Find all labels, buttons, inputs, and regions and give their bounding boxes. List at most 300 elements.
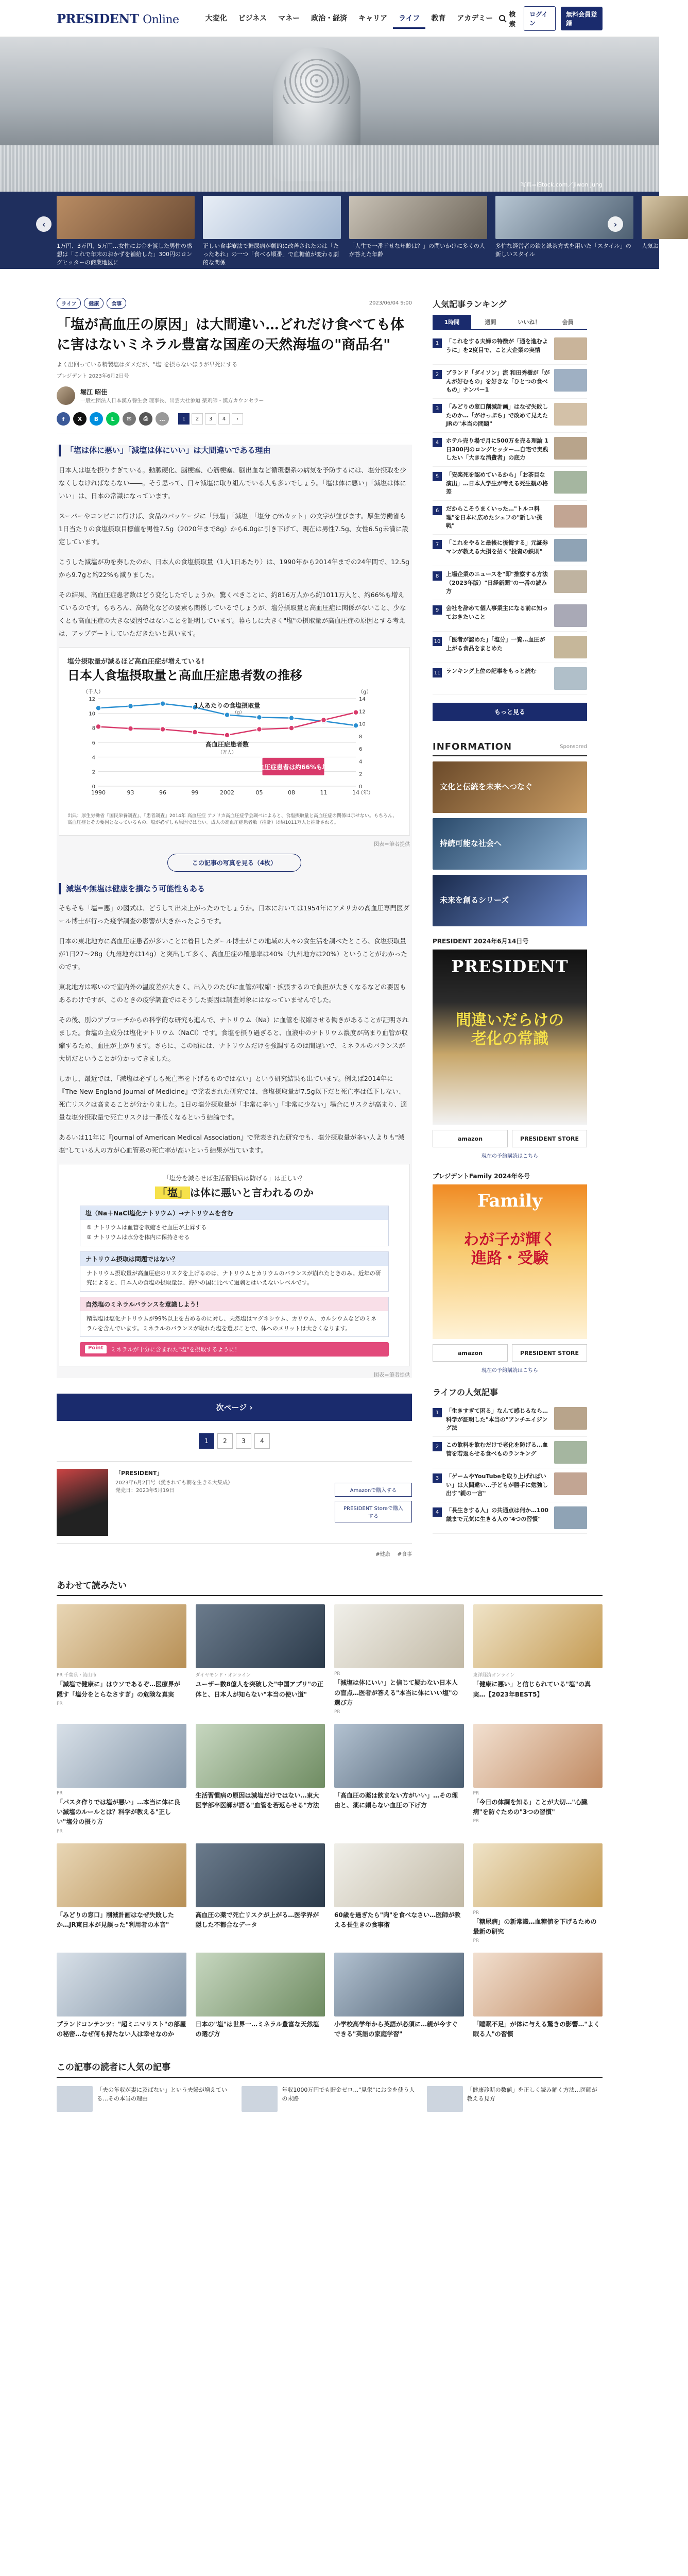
shop-button[interactable]: amazon [433,1130,508,1147]
life-ranking-item[interactable] [433,1403,587,1437]
rank-number: 1 [433,1408,442,1417]
sponsored-label: Sponsored [560,744,587,750]
author-avatar [57,386,75,405]
nav-item[interactable]: ライフ [393,9,425,29]
page-link[interactable]: 2 [192,413,203,425]
share-button[interactable]: … [156,412,169,426]
y-right-tick-label: 6 [359,746,363,752]
annotation-text: 高血圧症患者は約66%も増加 [252,763,335,771]
hypertension-point [96,724,101,729]
rank-number: 4 [433,1507,442,1517]
subscription-link[interactable]: 現在の予約購読はこちら [481,1368,538,1374]
salt-intake-point [128,703,133,708]
next-page-button[interactable]: 次ページ › [57,1394,412,1421]
slider-caption: 人気お菓子は [642,243,676,249]
related-card[interactable] [196,1604,325,1715]
related-card[interactable] [334,1843,464,1943]
ranking-item-title: 上場企業のニュースを"即"推察する方法（2023年版）"日経新聞"の一番の読み方 [446,571,548,595]
nav-item[interactable]: 政治・経済 [311,14,348,23]
reader-popular-item[interactable] [427,2086,603,2112]
logo-main: PRESIDENT [57,11,139,26]
share-button[interactable]: ✉ [123,412,136,426]
rank-number: 7 [433,540,442,549]
banner-text: 文化と伝統を未来へつなぐ [440,782,533,791]
rank-number: 2 [433,370,442,379]
related-thumbnail [57,1843,186,1907]
ranking-item-title: 「これをする夫婦の特徴が「通を進むように」を2度目で、こと大企業の実情 [446,338,548,353]
author-name[interactable]: 堀江 昭佳 [80,388,108,396]
section-heading: 「塩は体に悪い」「減塩は体にいい」は大間違いである理由 [59,445,410,456]
author-block [57,386,412,405]
rank-number: 3 [433,404,442,413]
life-ranking-thumbnail [554,1407,587,1430]
hypertension-point [225,733,230,738]
series-label-salt: 1人あたりの食塩摂取量 [194,702,261,709]
infographic-box [80,1206,389,1246]
salt-intake-point [96,705,101,710]
page-link[interactable]: 3 [205,413,216,425]
reader-popular-title: 「健康診断の数値」を正しく読み解く方法…医師が教える見方 [467,2087,597,2102]
related-source: PR [473,1910,479,1916]
tag-link[interactable]: #食事 [397,1552,412,1558]
point-text: ミネラルが十分に含まれた"塩"を摂取するように！ [110,1346,240,1353]
slider-card[interactable] [642,196,688,265]
related-card[interactable] [57,1953,186,2039]
ranking-item-title: ランキング上位の記事をもっと読む [446,668,537,674]
infographic-box [80,1251,389,1292]
paragraph: その結果、高血圧症患者数はどう変化したでしょうか。驚くべきことに、約816万人から約1011万人と、約66%も増えているのです。もちろん、高齢化などの要素も関係しているでしょうが、塩分摂取量と高血圧症に関係がないこと、少なくとも高血圧症の大きな要因ではないことを証明しています。暮らしに大きく"塩"の摂取量が高血圧症の原因とする考えは、アップデートしていただきたいと思います。 [59,590,406,637]
related-source: 東洋経済オンライン [473,1673,515,1679]
page-link[interactable]: 3 [236,1433,251,1449]
related-card[interactable] [57,1724,186,1834]
salt-intake-point [160,701,165,706]
related-card[interactable] [334,1953,464,2039]
related-source: PR [334,1671,340,1677]
infographic-box-body: 精製塩は塩化ナトリウムが99%以上を占めるのに対し、天然塩はマグネシウム、カリウム、カルシウムなどのミネラルを含んでいます。ミネラルのバランスが取れた塩を選ぶことで、体へのメリットは大きくなります。 [80,1311,388,1336]
y-right-tick-label: 12 [359,709,366,715]
author-title: 一般社団法人日本漢方養生会 理事長、出雲大社参道 薬剤師・漢方カウンセラー [80,398,264,404]
promo-title: 「PRESIDENT」 [115,1470,163,1477]
related-card[interactable] [473,1953,603,2039]
information-header [433,741,587,756]
related-card[interactable] [334,1604,464,1715]
magazine-cover[interactable] [57,1469,108,1536]
infographic-title-rest: は体に悪いと言われるのか [190,1187,314,1199]
y-left-tick-label: 8 [92,725,95,732]
infographic-box-body: ① ナトリウムは血管を収縮させ血圧が上昇する ② ナトリウムは水分を体内に保持させる [80,1220,388,1245]
pagination [57,1433,412,1449]
related-card[interactable] [334,1724,464,1834]
x-tick-label: 05 [255,789,263,796]
y-right-tick-label: 4 [359,759,363,765]
share-button[interactable]: B [90,412,103,426]
page-link[interactable]: 1 [199,1433,214,1449]
magazine-promo [57,1461,412,1544]
slider-card[interactable] [57,196,195,265]
ranking-thumbnail [554,667,587,690]
magazine-section [433,937,587,1374]
ranking-item[interactable] [433,632,587,663]
magazine-heading: PRESIDENT 2024年6月14日号 [433,938,529,945]
infographic-box-body: ナトリウム摂取量が高血圧症のリスクを上げるのは、ナトリウムとカリウムのバランスが崩れたときのみ。近年の研究によると、日本人の食塩の摂取量は、海外の国に比べて過剰とはいえないレベルです。 [80,1266,388,1291]
ranking-item[interactable] [433,467,587,501]
ranking-more-button[interactable]: もっと見る [433,703,587,721]
life-ranking-item[interactable] [433,1502,587,1534]
chevron-left-icon: ‹ [42,219,46,229]
view-photos-button[interactable]: この記事の写真を見る（4枚） [167,854,301,872]
slider-caption: 1万円、3万円、5万円…女性にお金を渡した男性の感想は「これで年末のおかずを補給した」300円のロングヒッターの商業地区に [57,243,192,266]
related-thumbnail [57,1953,186,2016]
related-source: PR [473,1790,479,1796]
x-tick-label: 1990 [91,789,106,796]
reader-popular [57,2060,603,2112]
salt-intake-point [289,715,294,720]
promo-buy-button[interactable]: PRESIDENT Storeで購入する [335,1501,412,1522]
reader-popular-thumbnail [427,2086,463,2112]
related-title: 高血圧の薬で死亡リスクが上がる…医学界が隠した不都合なデータ [195,1911,319,1928]
login-button[interactable]: ログイン [524,6,556,31]
rank-number: 4 [433,438,442,447]
ranking-item[interactable] [433,333,587,365]
x-tick-label: 08 [288,789,295,796]
ranking-item[interactable] [433,663,587,694]
y-left-tick-label: 4 [92,755,95,761]
life-ranking-thumbnail [554,1506,587,1529]
salt-intake-point [353,723,358,728]
section-heading: 減塩や無塩は健康を損なう可能性もある [59,883,410,895]
hypertension-point [289,725,294,731]
life-ranking-item[interactable] [433,1437,587,1468]
salt-hypertension-chart [59,647,410,836]
ranking-item-title: 「安楽死を認めているから」「お茶目な演出」…日本人学生が考える死生観の格差 [446,471,548,495]
article-tag[interactable]: ライフ [57,298,81,309]
logo-sub: Online [143,13,179,26]
hypertension-point [128,726,133,731]
recommend-slider [0,192,676,269]
paragraph: 東北地方は寒いので室内外の温度差が大きく、出入りのたびに血管が収縮・拡張するので負担が大きくなるなどの要因もあるわけですが、このときの疫学調査ではそうした要因は調査対象にはなっていませんでした。 [59,983,406,1004]
article-title: 「塩が高血圧の原因」は大間違い…どれだけ食べても体に害はないミネラル豊富な国産の天然海塩の"商品名" [57,317,404,353]
rank-number: 2 [433,1442,442,1451]
sponsored-label: PR [473,1819,479,1824]
ranking-tab[interactable]: 週間 [485,319,496,326]
ranking-tab[interactable]: 1時間 [433,315,471,329]
page-link[interactable]: 2 [217,1433,233,1449]
ranking-item[interactable] [433,399,587,433]
related-thumbnail [334,1843,464,1907]
hypertension-point [160,726,165,732]
sponsored-banner[interactable] [433,761,587,813]
ranking-item-title: ホテル売り場で月に500万を売る理論 1日300円のロングヒッター…自宅で実践したい「大きな消費者」の底力 [446,437,548,461]
y-left-tick-label: 12 [89,696,95,702]
promo-buy-button[interactable]: Amazonで購入する [335,1483,412,1497]
related-title: 「パスタ作りでは塩が悪い」…本当に体に良い減塩のルールとは？科学が教える"正しい"塩分の摂り方 [57,1798,181,1826]
nav-item[interactable]: 大変化 [205,14,227,23]
life-ranking-title: 「ゲームやYouTubeを取り上げればいい」は大間違い…子どもが勝手に勉強し出す"親の一言" [446,1473,548,1497]
reader-popular-thumbnail [57,2086,93,2112]
y-left-tick-label: 2 [92,769,95,775]
hypertension-point [353,710,358,715]
slider-card[interactable] [349,196,487,265]
page-link[interactable]: › [232,413,243,425]
x-tick-label: 93 [127,789,134,796]
slider-prev-button[interactable] [36,216,51,232]
slider-caption: 正しい食事療法で糖尿病が劇的に改善されたのは「たったあれ」の一つ「食べる順番」で血糖値が変わる劇的な関係 [203,243,339,266]
rank-number: 11 [433,668,442,677]
ranking-tab[interactable]: いいね！ [518,319,541,326]
search-label: 検索 [509,11,516,28]
magazine-feature: 間違いだらけの 老化の常識 [456,1011,564,1048]
y-right-tick-label: 2 [359,771,363,777]
share-button[interactable]: ⎙ [139,412,152,426]
page-link[interactable]: 4 [218,413,230,425]
magazine-cover[interactable] [433,950,587,1125]
sponsored-banner[interactable] [433,875,587,926]
related-thumbnail [196,1604,325,1668]
banner-text: 持続可能な社会へ [440,839,502,848]
salt-intake-point [257,715,262,720]
paragraph: その後、別のアプローチからの科学的な研究も進んで、ナトリウム（Na）に血管を収縮させる働きがあることが証明されました。食塩の主成分は塩化ナトリウム（NaCl）です。食塩を摂り過ぎると、血液中のナトリウム濃度が高まり血管が収縮するため、血圧が上がります。さらに、この頃には、ナトリウムだけを強調するのは間違いで、ミネラルのバランスが大切だということが分かってきました。 [59,1016,409,1063]
hero-credit: 写真=iStock.com／Jiwon Jung [520,181,603,188]
ranking-thumbnail [554,570,587,593]
related-card[interactable] [57,1604,186,1715]
rank-number: 5 [433,472,442,481]
related-title: 「睡眠不足」が体に与える驚きの影響…"よく眠る人"の習慣 [473,2020,600,2038]
related-thumbnail [57,1724,186,1788]
related-thumbnail [196,1724,325,1788]
share-button[interactable]: L [106,412,119,426]
ranking-item[interactable] [433,535,587,566]
related-title: 「高血圧の薬は飲まない方がいい」…その理由と、薬に頼らない血圧の下げ方 [334,1791,458,1809]
life-ranking-title: 「長生きする人」の共通点は何か…100歳まで元気に生きる人の"4つの習慣" [446,1507,548,1522]
hypertension-point [321,717,326,722]
slider-card[interactable] [203,196,341,265]
ranking-thumbnail [554,471,587,494]
site-logo[interactable] [57,11,179,26]
article [57,298,412,1557]
reader-popular-item[interactable] [242,2086,417,2112]
infographic-title [80,1184,389,1199]
y-right-tick-label: 10 [359,721,366,727]
life-ranking-item[interactable] [433,1468,587,1502]
infographic-title-highlight: 「塩」 [155,1187,190,1199]
related-title: 「健康に悪い」と信じられている"塩"の真実…【2023年BEST5】 [473,1681,591,1698]
magazine-title: PRESIDENT [451,957,569,976]
ranking-item[interactable] [433,365,587,399]
related-thumbnail [473,1843,603,1907]
sponsored-banner[interactable] [433,818,587,870]
x-tick-label: 11 [320,789,328,796]
infographic-box-head: 自然塩のミネラルバランスを意識しよう！ [80,1297,388,1311]
salt-infographic [59,1164,410,1366]
infographic-kicker: 「塩分を減らせば生活習慣病は防げる」は正しい？ [163,1175,305,1182]
related-title: 生活習慣病の原因は減塩だけではない…東大医学部卒医師が語る"血管を若返らせる"方法 [195,1791,319,1809]
related-title: 60歳を過ぎたら"肉"を食べなさい…医師が教える長生きの食事術 [334,1911,461,1928]
family-cover[interactable] [433,1184,587,1339]
y-right-tick-label: 14 [359,696,366,702]
family-title: Family [477,1191,542,1211]
related-thumbnail [473,1724,603,1788]
reader-popular-thumbnail [242,2086,278,2112]
paragraph: 日本の東北地方に高血圧症患者が多いことに着目したダール博士がこの地域の人々の食生活を調べたところ、食塩摂取量が1日27〜28g（九州地方は14g）と突出して多く、高血圧症の罹患率は40%（九州地方は20%）ということがわかったのです。 [59,937,407,971]
nav-item[interactable]: 教育 [431,14,446,23]
page-link[interactable]: 1 [178,413,190,425]
sponsored-label: PR [57,1828,63,1834]
information-title: INFORMATION [433,741,512,752]
article-tags [57,298,412,309]
nav-item[interactable]: マネー [278,14,300,23]
related-card[interactable] [473,1604,603,1715]
ranking-thumbnail [554,636,587,658]
family-heading: プレジデントFamily 2024年冬号 [433,1173,530,1180]
figure-caption: 図表＝筆者提供 [374,1372,410,1379]
nav-item[interactable]: アカデミー [457,14,493,23]
chart-kicker: 塩分摂取量が減るほど高血圧症が増えている! [67,657,204,666]
figure-caption: 図表＝筆者提供 [374,841,410,848]
related-card[interactable] [196,1843,325,1943]
ranking-thumbnail [554,403,587,426]
related-card[interactable] [473,1724,603,1834]
rank-number: 8 [433,571,442,581]
point-label: Point [85,1345,107,1353]
y-left-label: （千人） [83,689,104,695]
related-thumbnail [196,1843,325,1907]
ranking-item-title: ブランド「ダイソン」流 和田秀樹が「がんが好むもの」を好きな「ひとつの食べもの」ナンバー1 [446,369,550,393]
ranking-item-title: 「これをやると最後に後悔する」元証券マンが教える大損を招く"投資の鉄則" [446,539,548,555]
related-title: プランドコンテンツ："超ミニマリスト"の部屋の秘密…なぜ何も持たない人は幸せなのか [57,2020,186,2038]
related-card[interactable] [196,1724,325,1834]
rank-number: 10 [433,637,442,646]
chevron-right-icon: › [613,219,617,229]
hypertension-point [257,726,262,732]
chart-title: 日本人食塩摂取量と高血圧症患者数の推移 [67,668,302,683]
y-left-tick-label: 0 [92,784,95,790]
rank-number: 3 [433,1473,442,1483]
paragraph: そもそも「塩＝悪」の図式は、どうして出来上がったのでしょうか。日本においては1954年にアメリカの高血圧専門医ダール博士が行った疫学調査の影響が大きかったようです。 [59,904,409,925]
x-tick-label: 99 [191,789,199,796]
ranking-item-title: 会社を辞めて個人事業主になる前に知っておきたいこと [446,605,548,620]
related-title: 「みどりの窓口」削減計画はなぜ失敗したか…JR東日本が見誤った"利用者の本音" [57,1911,175,1928]
ranking-item[interactable] [433,600,587,632]
ranking-tab[interactable]: 会員 [562,319,574,326]
ranking-item[interactable] [433,501,587,535]
rank-number: 6 [433,506,442,515]
slider-next-button[interactable] [608,216,623,232]
line-chart [67,683,387,807]
rank-number: 1 [433,338,442,348]
article-tag[interactable]: 食事 [107,298,126,309]
related-title: 「今日の体調を知る」ことが大切…"心臓病"を防ぐための"3つの習慣" [473,1798,588,1816]
promo-text: 2023年6月2日号（愛されても朝を生きる大集成） 発売日：2023年5月19日 [115,1480,233,1494]
sponsored-label: PR [334,1709,340,1715]
search-button[interactable] [498,9,519,28]
related-title: 日本の"塩"は世界一…ミネラル豊富な天然塩の選び方 [195,2020,319,2038]
share-button[interactable]: X [73,412,87,426]
nav-item[interactable]: キャリア [358,14,388,23]
share-button[interactable]: f [57,412,70,426]
ranking-item[interactable] [433,566,587,600]
paragraph: 日本人は塩を摂りすぎている。動脈硬化、脳梗塞、心筋梗塞、脳出血など循環器系の病気を予防するには、塩分摂取を少なくしなければならない――。そう思って、日々減塩に取り組んでいる人も多いでしょう。「塩は体に悪い」「減塩は体にいい」は、日本の常識になっています。 [59,466,407,500]
related-thumbnail [57,1604,186,1668]
related-card[interactable] [473,1843,603,1943]
main-nav [200,9,499,29]
slider-caption: 多忙な経営者の鉄と緑茶方式を用いた「スタイル」の新しいスタイル [495,243,631,258]
related-title: 「減塩は体にいい」と信じて疑わない日本人の盲点…医者が答える"本当に体にいい塩"の選び方 [334,1679,458,1706]
page-link[interactable]: 4 [254,1433,270,1449]
life-ranking-title: 「生きすぎて困る」なんて感じるなら…科学が証明した"本当の"アンチエイジング法 [446,1408,548,1431]
related-thumbnail [334,1604,464,1668]
y-left-tick-label: 10 [89,711,95,717]
ranking-thumbnail [554,437,587,460]
related-title: 小学校高学年から英語が必須に…親が今すぐできる"英語の家庭学習" [334,2020,458,2038]
ranking-thumbnail [554,604,587,627]
life-ranking-title: この飲料を飲むだけで老化を防げる…血管を若返らせる食べものランキング [446,1442,548,1457]
related-thumbnail [196,1953,325,2016]
related-card[interactable] [57,1843,186,1943]
slider-thumbnail [203,196,341,239]
ranking-title: 人気記事ランキング [433,299,507,309]
pagination-mini [178,412,243,426]
site-header [0,0,659,37]
sponsored-label: PR [57,1701,63,1706]
nav-item[interactable]: ビジネス [238,14,267,23]
shop-button[interactable]: amazon [433,1344,508,1362]
shop-button[interactable]: PRESIDENT STORE [512,1130,587,1147]
reader-popular-item[interactable] [57,2086,232,2112]
infographic-box [80,1297,389,1337]
related-card[interactable] [196,1953,325,2039]
signup-button[interactable]: 無料会員登録 [561,7,603,30]
subscription-link[interactable]: 現在の予約購読はこちら [481,1154,538,1159]
reader-popular-title: この記事の読者に人気の記事 [57,2060,603,2078]
x-axis-label: （年） [358,790,373,796]
article-tag[interactable]: 健康 [84,298,104,309]
series-unit-salt: （g） [232,710,245,716]
article-lead: よく出回っている精製塩はダメだが、"塩"を摂らないほうが早死にする [57,361,238,368]
infographic-box-head: ナトリウム摂取は問題ではない？ [80,1252,388,1266]
slider-thumbnail [349,196,487,239]
family-feature: わが子が輝く 進路・受験 [463,1231,556,1267]
article-meta: プレジデント 2023年6月2日号 [57,374,129,380]
shop-button[interactable]: PRESIDENT STORE [512,1344,587,1362]
related-thumbnail [473,1953,603,2016]
article-date: 2023/06/04 9:00 [369,300,412,306]
related-title: 「減塩で健康に」はウソであるぞ…医療界が隠す「塩分をとらなさすぎ」の危険な真実 [57,1681,181,1698]
related-source: PR [57,1790,63,1796]
related-thumbnail [473,1604,603,1668]
paragraph: こうした減塩が功を奏したのか、日本人の食塩摂取量（1人1日あたり）は、1990年から2014年までの24年間で、12.5gから9.7gと約22%も減りました。 [59,557,409,579]
tag-link[interactable]: #健康 [375,1552,390,1558]
ranking-item[interactable] [433,433,587,467]
slider-caption: 「人生で一番幸せな年齢は？」の問いかけに多くの人が答えた年齢 [349,243,485,258]
ranking-thumbnail [554,337,587,360]
hypertension-point [193,730,198,735]
related-title: 「糖尿病」の新常識…血糖値を下げるための最新の研究 [473,1918,597,1935]
rank-number: 9 [433,605,442,615]
paragraph: しかし、最近では、「減塩は必ずしも死亡率を下げるものではない」という研究結果も出ています。例えば2014年に『The New England Journal of Medicine』で発表された研究では、食塩摂取量が7.5g以下だと死亡率は低下しない、死亡リスクは高まることが分かりました。1日の塩分摂取量が「非常に多い」「非常に少ない」場合にリスクが高まり、適量な塩分摂取量で死亡リスクは一番低くなるという結論です。 [59,1075,407,1122]
life-ranking-thumbnail [554,1441,587,1464]
paragraph: スーパーやコンビニに行けば、食品のパッケージに「無塩」「減塩」「塩分 ○%カット」の文字が並びます。厚生労働省も1日当たりの食塩摂取目標値を男性7.5g（2020年まで8g）から6.0gに引き下げて、現在は男性7.5g、女性6.5g未満に設定しています。 [59,512,409,546]
ranking-thumbnail [554,539,587,562]
share-bar [57,412,412,433]
series-label-hypertension: 高血圧症患者数 [205,740,249,748]
article-body [57,445,412,1378]
sidebar [433,298,587,1557]
life-ranking-thumbnail [554,1472,587,1495]
infographic-point [80,1342,389,1357]
ranking-item-title: だからこそうまくいった…"トルコ料理"を日本に広めたシェフの"新しい挑戦" [446,505,543,529]
slider-thumbnail [642,196,688,239]
paragraph: あるいは11年に『Journal of American Medical Association』で発表された研究でも、塩分摂取量が多い人よりも"減塩"している人の方が心血管系の死亡率が高いという結果が出ています。 [59,1133,405,1155]
